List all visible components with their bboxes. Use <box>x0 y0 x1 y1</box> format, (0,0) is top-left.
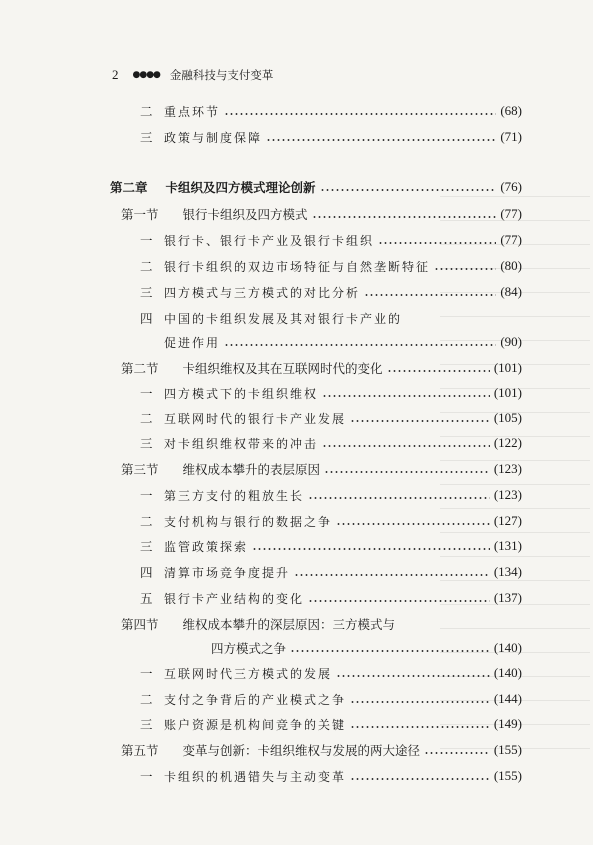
toc-item <box>140 126 522 148</box>
toc-item-number: 一 <box>140 488 153 503</box>
toc-item-number: 五 <box>140 591 153 606</box>
toc-item <box>140 281 522 303</box>
toc-item-page: (71) <box>500 129 522 144</box>
toc-item <box>140 535 522 557</box>
toc-item-number: 二 <box>140 259 153 274</box>
dot-leader <box>324 471 490 473</box>
toc-item-number: 三 <box>140 130 153 145</box>
toc-item <box>140 307 522 329</box>
toc-item-title: 银行卡组织的双边市场特征与自然垄断特征 <box>164 259 431 274</box>
chapter-number: 第二章 <box>110 180 148 195</box>
toc-section <box>121 203 522 225</box>
dot-leader <box>312 216 497 218</box>
toc-item-title: 对卡组织维权带来的冲击 <box>164 436 319 451</box>
toc-item <box>140 100 522 122</box>
dot-leader <box>290 650 490 652</box>
toc-item-page: (134) <box>493 564 522 579</box>
dot-leader <box>350 778 490 780</box>
toc-item-title: 中国的卡组织发展及其对银行卡产业的 <box>164 311 403 326</box>
toc-item-title: 清算市场竞争度提升 <box>164 565 291 580</box>
dot-leader <box>322 395 490 397</box>
book-title: 金融科技与支付变革 <box>169 68 274 82</box>
toc-item <box>140 662 522 684</box>
section-page: (101) <box>493 360 522 375</box>
toc-item-title: 第三方支付的粗放生长 <box>164 488 305 503</box>
toc-item-number: 三 <box>140 436 153 451</box>
toc-item-title: 四方模式下的卡组织维权 <box>164 386 319 401</box>
toc-item-number: 二 <box>140 514 153 529</box>
dot-leader <box>336 523 490 525</box>
dot-leader <box>322 445 490 447</box>
toc-item <box>140 255 522 277</box>
toc-item-page: (137) <box>493 590 522 605</box>
header-ornament: ●●●● <box>132 70 160 80</box>
toc-item <box>140 561 522 583</box>
dot-leader <box>336 675 490 677</box>
section-title-cont: 四方模式之争 <box>211 641 287 656</box>
toc-item <box>140 510 522 532</box>
toc-item <box>140 407 522 429</box>
toc-item-number: 四 <box>140 565 153 580</box>
toc-item-page: (131) <box>493 538 522 553</box>
toc-item-number: 三 <box>140 717 153 732</box>
toc-item-title: 互联网时代的银行卡产业发展 <box>164 411 347 426</box>
dot-leader <box>350 701 490 703</box>
toc-item-page: (90) <box>500 334 522 349</box>
toc-item-page: (149) <box>493 716 522 731</box>
toc-item-page: (140) <box>493 665 522 680</box>
toc-item-number: 一 <box>140 769 153 784</box>
toc-item-title: 重点环节 <box>164 104 221 119</box>
dot-leader <box>320 189 497 191</box>
toc-item-page: (127) <box>493 513 522 528</box>
dot-leader <box>308 600 490 602</box>
section-number: 第一节 <box>121 207 159 222</box>
toc-item <box>140 382 522 404</box>
toc-item-page: (101) <box>493 385 522 400</box>
toc-item-page: (122) <box>493 435 522 450</box>
toc-item <box>140 484 522 506</box>
dot-leader <box>378 242 496 244</box>
toc-item-page: (77) <box>500 232 522 247</box>
toc-item <box>140 432 522 454</box>
toc-item <box>140 587 522 609</box>
dot-leader <box>364 294 496 296</box>
toc-section <box>121 613 522 635</box>
dot-leader <box>224 344 496 346</box>
toc-item <box>140 713 522 735</box>
dot-leader <box>350 420 490 422</box>
toc-item-number: 二 <box>140 411 153 426</box>
toc-section <box>121 357 522 379</box>
toc-item <box>140 688 522 710</box>
toc-section <box>121 739 522 761</box>
toc-item-number: 四 <box>140 311 153 326</box>
toc-item-title: 银行卡、银行卡产业及银行卡组织 <box>164 233 375 248</box>
section-page: (123) <box>493 461 522 476</box>
toc-chapter <box>110 176 522 198</box>
toc-item-page: (80) <box>500 258 522 273</box>
toc-item-number: 二 <box>140 692 153 707</box>
dot-leader <box>387 370 490 372</box>
section-page: (155) <box>493 742 522 757</box>
toc-item-number: 一 <box>140 386 153 401</box>
section-title: 维权成本攀升的深层原因：三方模式与 <box>182 617 396 632</box>
dot-leader <box>224 113 496 115</box>
toc-item-continuation <box>164 331 522 353</box>
section-title: 维权成本攀升的表层原因 <box>182 462 321 477</box>
toc-item-title: 银行卡产业结构的变化 <box>164 591 305 606</box>
toc-item <box>140 229 522 251</box>
toc-item-title: 四方模式与三方模式的对比分析 <box>164 285 361 300</box>
toc-item-page: (84) <box>500 284 522 299</box>
toc-item-number: 二 <box>140 104 153 119</box>
section-title: 卡组织维权及其在互联网时代的变化 <box>182 361 383 376</box>
toc-item-number: 三 <box>140 285 153 300</box>
toc-item-title: 支付机构与银行的数据之争 <box>164 514 333 529</box>
toc-item-number: 一 <box>140 233 153 248</box>
section-page: (77) <box>500 206 522 221</box>
toc-item-title: 监管政策探索 <box>164 539 249 554</box>
section-page: (140) <box>493 640 522 655</box>
section-title: 银行卡组织及四方模式 <box>182 207 308 222</box>
toc-item-title: 政策与制度保障 <box>164 130 263 145</box>
page-number: 2 <box>112 67 119 82</box>
toc-item-title-cont: 促进作用 <box>164 335 221 350</box>
toc-section-continuation <box>211 637 522 659</box>
section-number: 第二节 <box>121 361 159 376</box>
toc-item-title: 卡组织的机遇错失与主动变革 <box>164 769 347 784</box>
section-number: 第四节 <box>121 617 159 632</box>
section-title: 变革与创新：卡组织维权与发展的两大途径 <box>182 743 421 758</box>
toc-item-title: 互联网时代三方模式的发展 <box>164 666 333 681</box>
toc-item-number: 三 <box>140 539 153 554</box>
toc-item-page: (105) <box>493 410 522 425</box>
toc-item-title: 账户资源是机构间竞争的关键 <box>164 717 347 732</box>
toc-item-number: 一 <box>140 666 153 681</box>
dot-leader <box>252 548 490 550</box>
toc-item-page: (123) <box>493 487 522 502</box>
toc-item-page: (144) <box>493 691 522 706</box>
dot-leader <box>294 574 490 576</box>
chapter-page: (76) <box>500 179 522 194</box>
toc-item <box>140 765 522 787</box>
dot-leader <box>308 497 490 499</box>
toc-item-title: 支付之争背后的产业模式之争 <box>164 692 347 707</box>
section-number: 第三节 <box>121 462 159 477</box>
dot-leader <box>266 139 496 141</box>
toc-section <box>121 458 522 480</box>
chapter-title: 卡组织及四方模式理论创新 <box>165 180 316 195</box>
toc-item-page: (68) <box>500 103 522 118</box>
section-number: 第五节 <box>121 743 159 758</box>
dot-leader <box>350 726 490 728</box>
dot-leader <box>434 268 496 270</box>
dot-leader <box>424 752 490 754</box>
toc-item-page: (155) <box>493 768 522 783</box>
